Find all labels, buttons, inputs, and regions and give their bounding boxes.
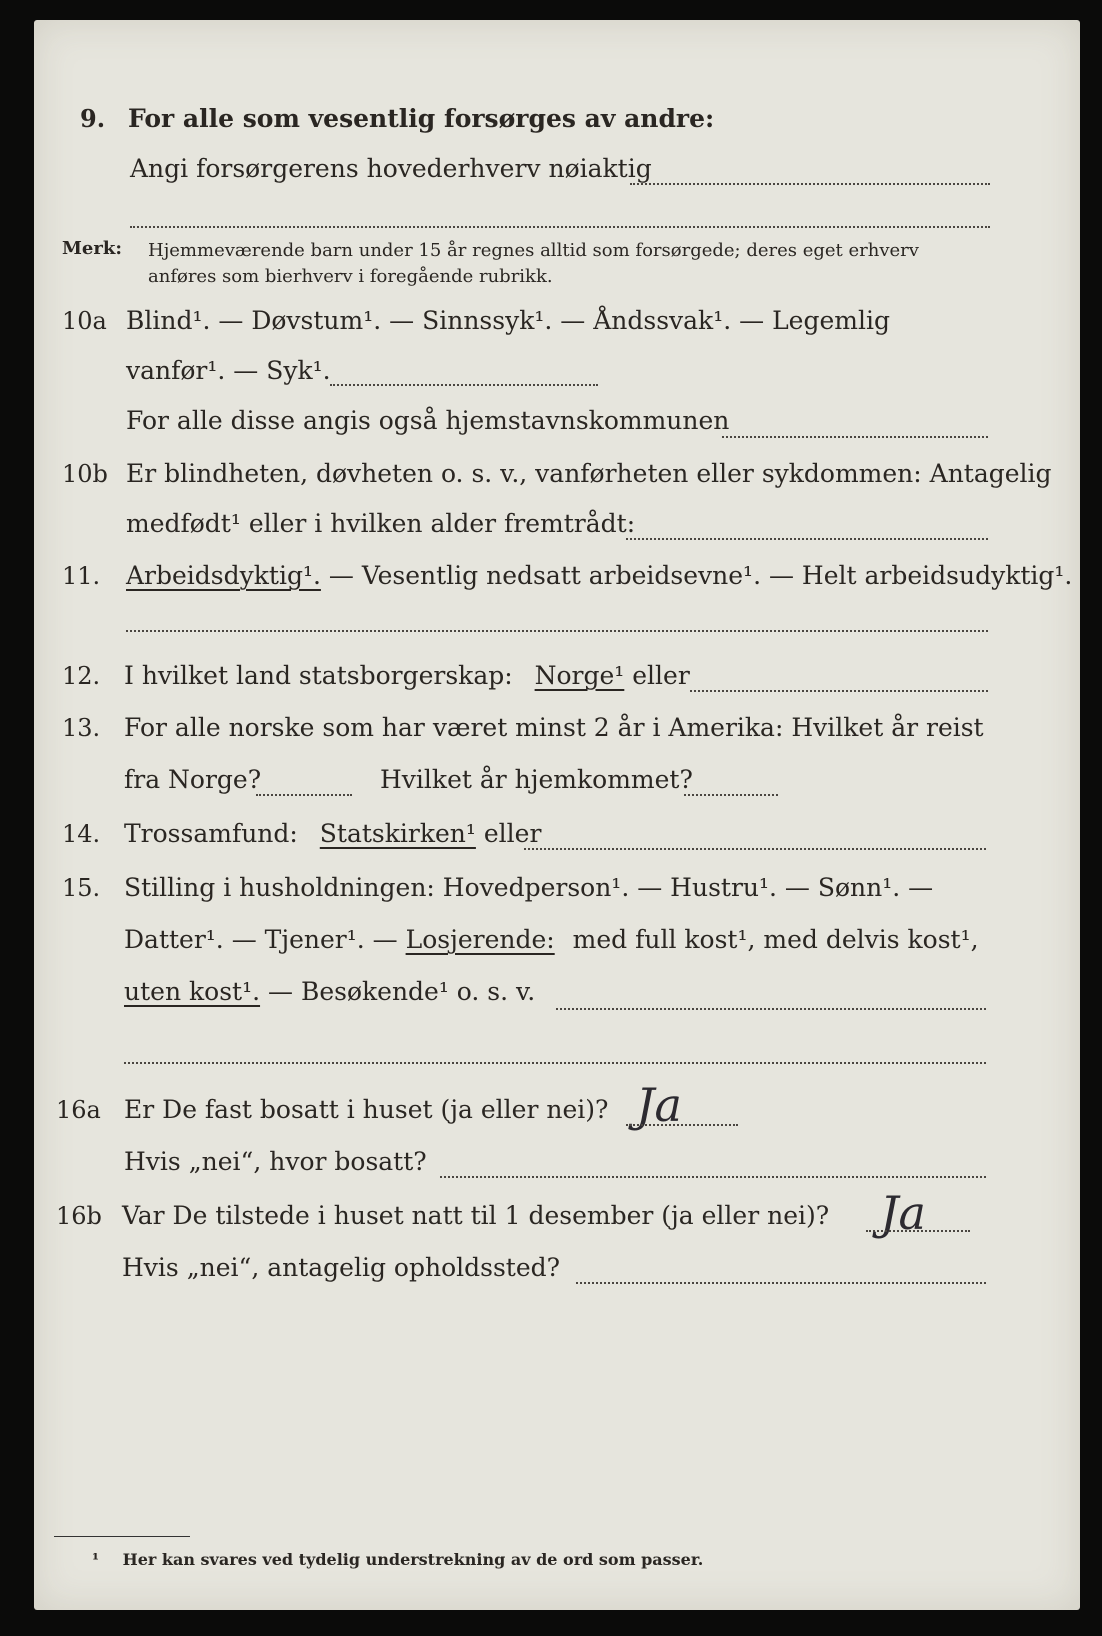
q15-answer-field-2[interactable] <box>124 1062 986 1064</box>
merk-line-1: Hjemmeværende barn under 15 år regnes alltid som forsørgede; deres eget erhverv <box>148 240 919 261</box>
q14-eller: eller <box>483 819 542 848</box>
q9-answer-field-2[interactable] <box>130 226 990 228</box>
q15-kost-options: med full kost¹, med delvis kost¹, <box>572 925 979 954</box>
footnote-mark: ¹ <box>92 1550 100 1569</box>
q13-reist-label: fra Norge? <box>124 765 262 794</box>
merk-line-2: anføres som bierhverv i foregående rubrikk. <box>148 266 553 287</box>
q11-line <box>126 560 1072 592</box>
q15-datter-tjener: Datter¹. — Tjener¹. — <box>124 925 398 954</box>
q13-line-1: For alle norske som har været minst 2 år i Amerika: Hvilket år reist <box>124 713 984 742</box>
q9-heading: For alle som vesentlig forsørges av andre: <box>128 104 715 133</box>
q11-rest: — Vesentlig nedsatt arbeidsevne¹. — Helt arbeidsudyktig¹. <box>328 561 1073 590</box>
q13-hjemkommet-field[interactable] <box>684 794 778 796</box>
q10b-line-1: Er blindheten, døvheten o. s. v., vanførheten eller sykdommen: Antagelig <box>126 459 1052 488</box>
q10b-number: 10b <box>62 460 108 488</box>
q14-answer-field[interactable] <box>524 848 986 850</box>
q10a-syk-field[interactable] <box>330 384 598 386</box>
q11-arbeidsdyktig-option[interactable]: Arbeidsdyktig¹. <box>126 561 321 590</box>
q13-reist-field[interactable] <box>256 794 352 796</box>
q16a-number: 16a <box>56 1096 101 1124</box>
q10b-line-2: medfødt¹ eller i hvilken alder fremtrådt: <box>126 509 636 538</box>
q12-answer-field[interactable] <box>690 690 988 692</box>
q16b-answer-field[interactable] <box>866 1230 970 1232</box>
q10a-hjemstavn-field[interactable] <box>722 436 988 438</box>
q14-statskirken-option[interactable]: Statskirken¹ <box>319 819 476 848</box>
q16a-question: Er De fast bosatt i huset (ja eller nei)? <box>124 1095 609 1124</box>
q15-line-2 <box>124 924 979 956</box>
q14-prompt: Trossamfund: <box>124 819 298 848</box>
q12-number: 12. <box>62 662 101 690</box>
q10b-alder-field[interactable] <box>626 538 988 540</box>
q14-number: 14. <box>62 820 101 848</box>
q9-answer-field[interactable] <box>630 183 990 185</box>
q10a-line-1: Blind¹. — Døvstum¹. — Sinnssyk¹. — Åndssvak¹. — Legemlig <box>126 306 890 335</box>
q9-number: 9. <box>80 104 106 133</box>
q16b-question: Var De tilstede i huset natt til 1 desember (ja eller nei)? <box>122 1201 830 1230</box>
q11-number: 11. <box>62 562 101 590</box>
q13-number: 13. <box>62 714 101 742</box>
q10a-number: 10a <box>62 307 107 335</box>
merk-label: Merk: <box>62 238 122 259</box>
q9-prompt: Angi forsørgerens hovederhverv nøiaktig <box>130 154 652 183</box>
q12-eller: eller <box>632 661 690 690</box>
q12-norge-option[interactable]: Norge¹ <box>534 661 625 690</box>
q10a-line-3: For alle disse angis også hjemstavnskommunen <box>126 406 730 435</box>
q13-hjemkommet-label: Hvilket år hjemkommet? <box>380 765 693 794</box>
q16b-handwritten-answer: Ja <box>880 1186 926 1240</box>
q14-line <box>124 818 541 850</box>
q15-line-3 <box>124 976 535 1008</box>
q11-answer-field[interactable] <box>126 630 988 632</box>
q10a-line-2: vanfør¹. — Syk¹. <box>126 356 331 385</box>
q16a-answer-field[interactable] <box>626 1124 738 1126</box>
q12-line <box>124 660 690 692</box>
q15-losjerende-option[interactable]: Losjerende: <box>405 925 555 954</box>
q15-line-1: Stilling i husholdningen: Hovedperson¹. — Hustru¹. — Sønn¹. — <box>124 873 934 902</box>
q15-answer-field[interactable] <box>556 1008 986 1010</box>
footnote-text: Her kan svares ved tydelig understrekning av de ord som passer. <box>122 1550 704 1569</box>
footnote <box>92 1550 703 1569</box>
q16a-handwritten-answer: Ja <box>636 1078 682 1132</box>
q12-prompt: I hvilket land statsborgerskap: <box>124 661 513 690</box>
q15-number: 15. <box>62 874 101 902</box>
footnote-rule <box>54 1536 190 1537</box>
q15-uten-kost-option[interactable]: uten kost¹. <box>124 977 261 1006</box>
q16a-hvor-label: Hvis „nei“, hvor bosatt? <box>124 1147 427 1176</box>
q15-besokende: — Besøkende¹ o. s. v. <box>268 977 536 1006</box>
q16b-number: 16b <box>56 1202 102 1230</box>
q16b-opholdssted-label: Hvis „nei“, antagelig opholdssted? <box>122 1253 561 1282</box>
q16a-hvor-field[interactable] <box>440 1176 986 1178</box>
q16b-opholdssted-field[interactable] <box>576 1282 986 1284</box>
